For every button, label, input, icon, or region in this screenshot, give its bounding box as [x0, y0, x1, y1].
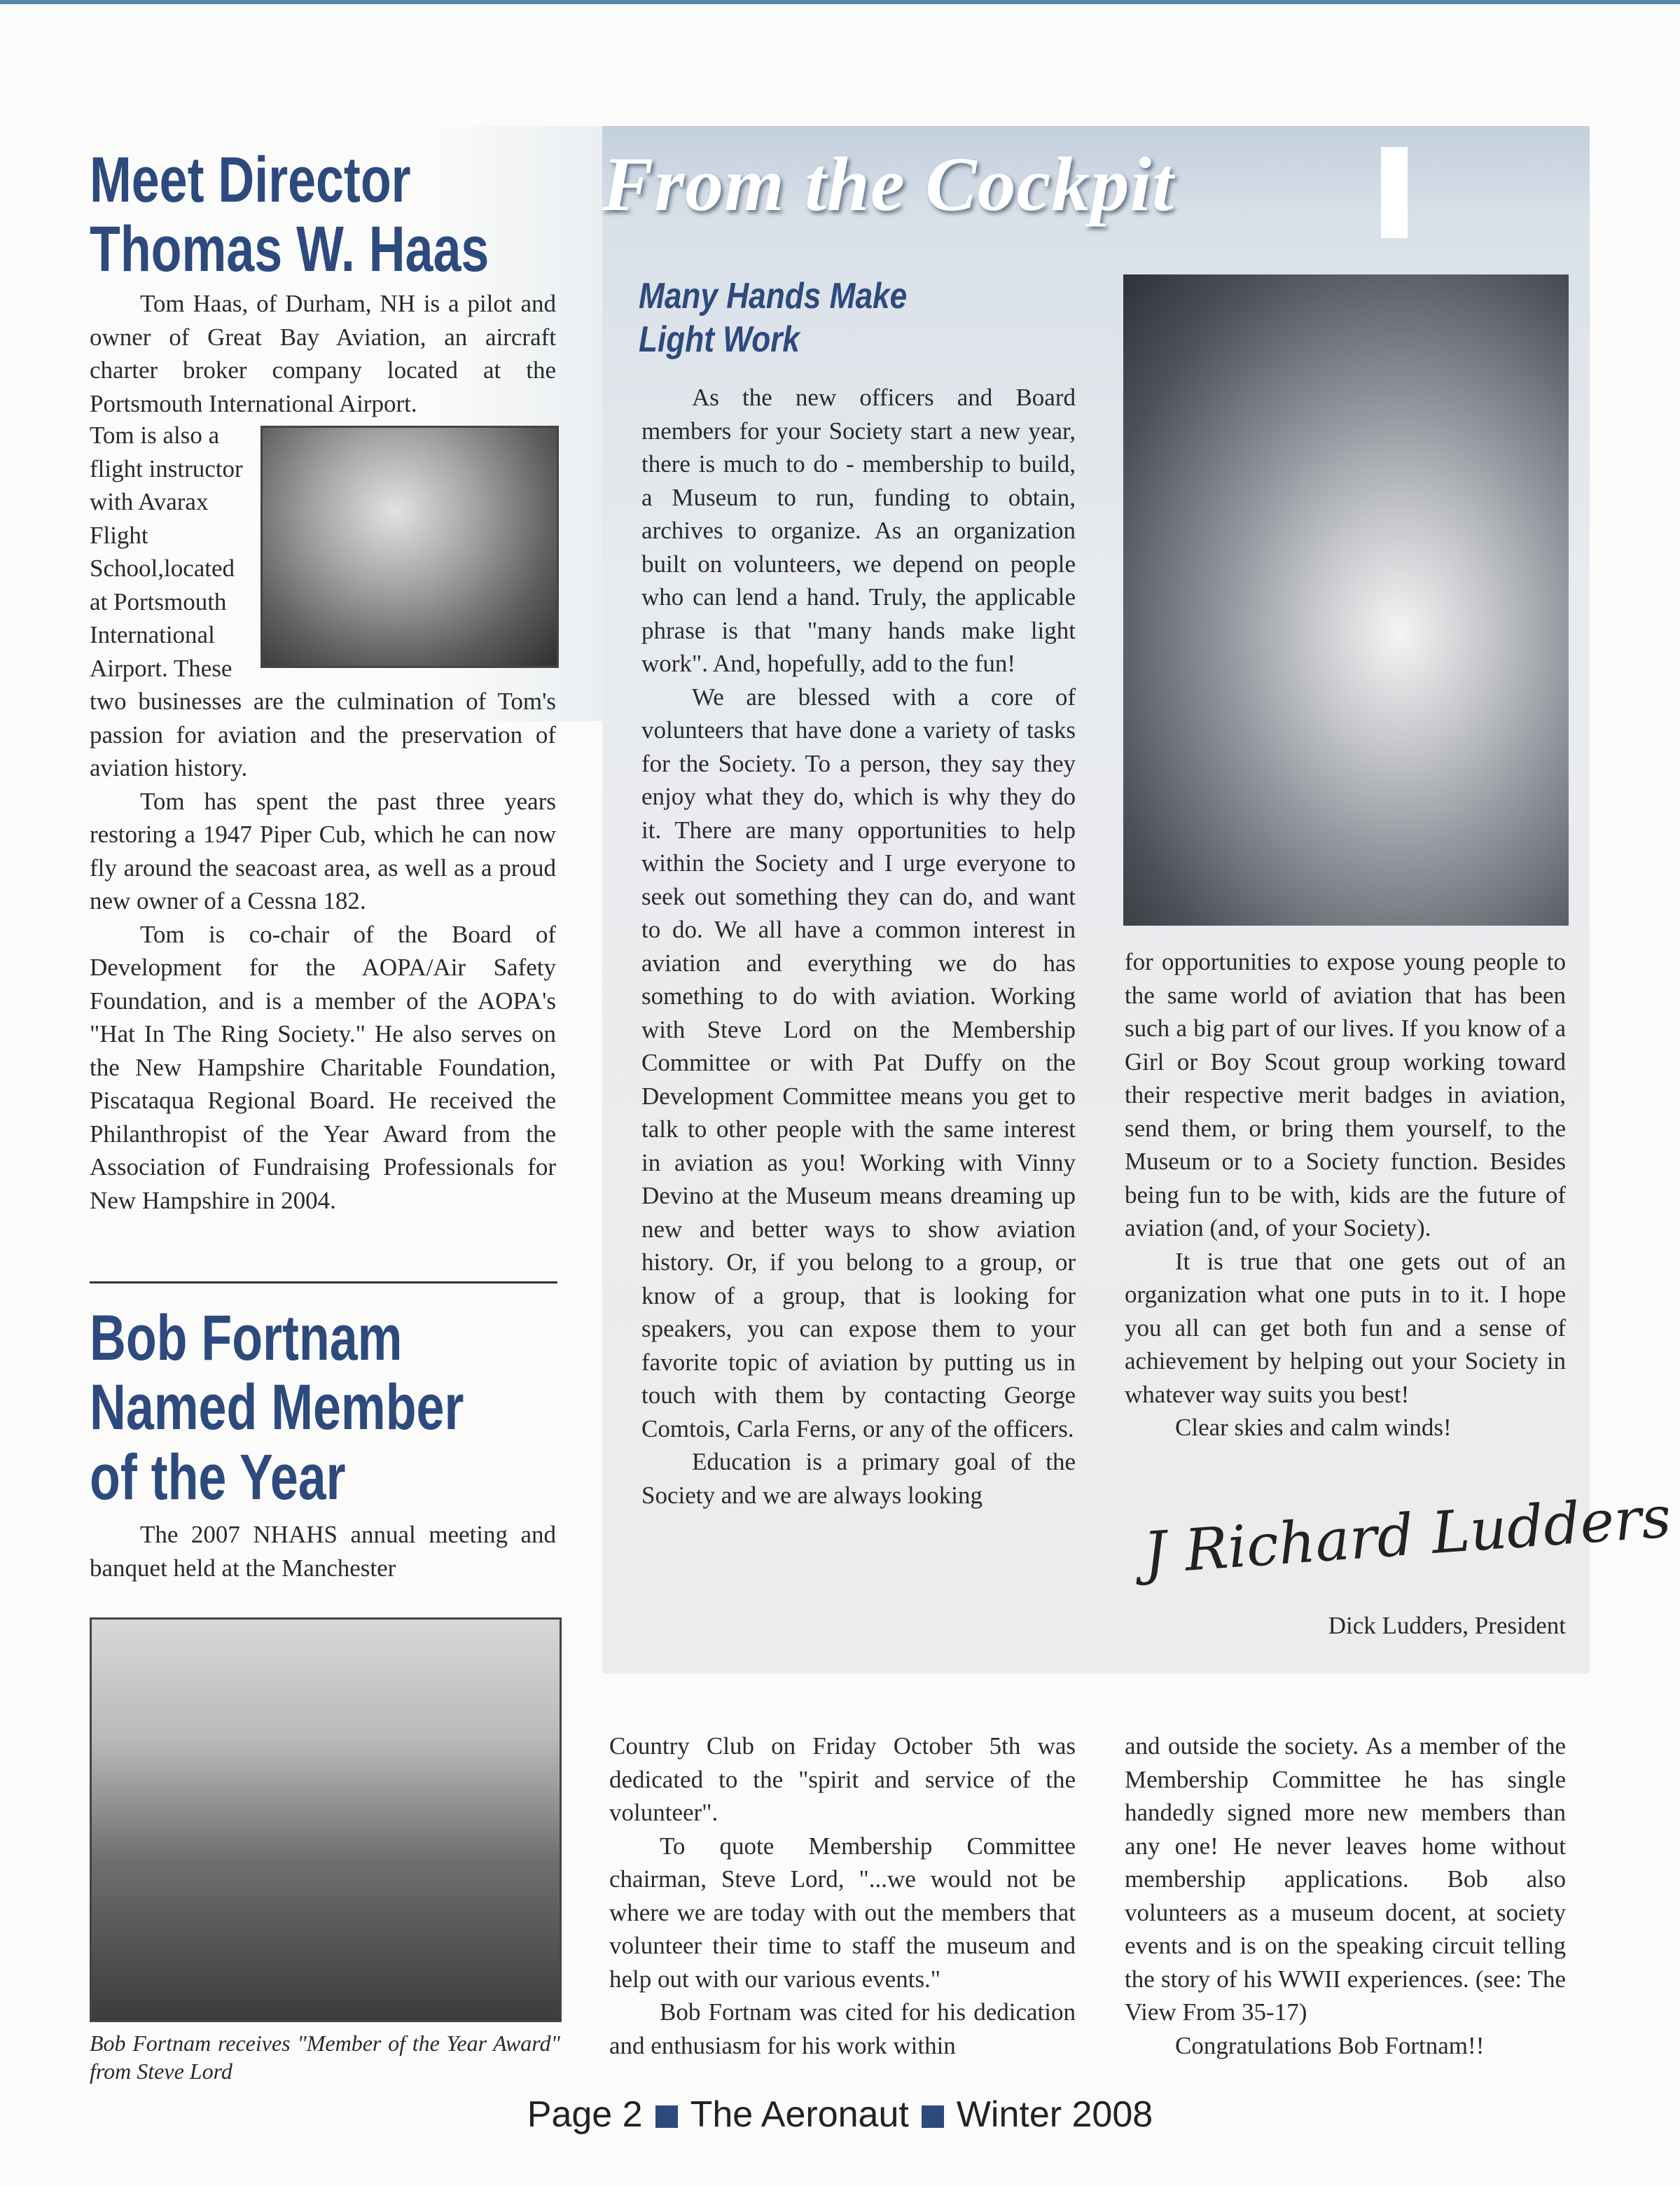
- page-footer: [0, 2094, 1680, 2136]
- fortnam-headline: [90, 1304, 464, 1512]
- banner-block: [1381, 147, 1408, 238]
- fortnam-headline-line3: of the Year: [90, 1441, 346, 1513]
- cockpit-photo: [1123, 274, 1569, 926]
- section-banner: [602, 140, 1513, 238]
- footer-square-icon: [655, 2105, 678, 2128]
- cockpit-subhead: [639, 274, 907, 362]
- banner-title: From the Cockpit: [602, 141, 1174, 227]
- cockpit-subhead-line1: Many Hands Make: [639, 276, 908, 316]
- haas-para1-top: Tom Haas, of Durham, NH is a pilot and owner of Great Bay Aviation, an aircraft charter broker company located at the Portsmouth International Airport.: [90, 290, 556, 417]
- fortnam-intro: The 2007 NHAHS annual meeting and banquet held at the Manchester: [90, 1521, 556, 1582]
- haas-photo: [261, 426, 559, 668]
- haas-headline-line2: Thomas W. Haas: [90, 214, 490, 286]
- fortnam-caption: Bob Fortnam receives "Member of the Year Award" from Steve Lord: [90, 2031, 560, 2084]
- president-signature: J Richard Ludders: [1141, 1484, 1674, 1587]
- cockpit-column-1: As the new officers and Board members for your Society start a new year, there is much to do - membership to build, a Museum to run, funding to obtain, archives to organize. As an organization built on volunteers, we depend on people who can lend a hand. Truly, the applicable phrase is that "many hands make light work". And, hopefully, add to the fun! We are blessed with a core of volunteers that have done a variety of tasks for the Society. To a person, they say they enjoy what they do, which is why they do it. There are many opportunities to help within the Society and I urge everyone to seek out something they can do, and want to do. We all have a common interest in aviation and everything we do has something to do with aviation. Working with Steve Lord on the Membership Committee or with Pat Duffy on the Development Committee means you get to talk to other people with the same interest in aviation as you! Working with Vinny Devino at the Museum means dreaming up new and better ways to show aviation history. Or, if you belong to a group, or know of a group, that is looking for speakers, you can expose them to your favorite topic of aviation by putting us in touch with them by contacting George Comtois, Carla Ferns, or any of the officers. Education is a primary goal of the Society and we are always looking: [641, 384, 1076, 1509]
- footer-page: Page 2: [527, 2094, 643, 2135]
- article-divider: [90, 1281, 557, 1283]
- haas-headline-line1: Meet Director: [90, 144, 411, 216]
- haas-body: two businesses are the culmination of Tom's passion for aviation and the preservation of aviation history. Tom has spent the past three years restoring a 1947 Piper Cub, which he can now fly around the seacoast area, as well as a proud new owner of a Cessna 182. Tom is co-chair of the Board of Development for the AOPA/Air Safety Foundation, and is a member of the AOPA's "Hat In The Ring Society." He also serves on the New Hampshire Charitable Foundation, Piscataqua Regional Board. He received the Philanthropist of the Year Award from the Association of Fundraising Professionals for New Hampshire in 2004.: [90, 688, 556, 1214]
- cockpit-column-2: for opportunities to expose young people to the same world of aviation that has been such a big part of our lives. If you know of a Girl or Boy Scout group working toward their respective merit badges in aviation, send them, or bring them yourself, to the Museum or to a Society function. Besides being fun to be with, kids are the future of aviation (and, of your Society). It is true that one gets out of an organization what one puts in to it. I hope you all can get both fun and a sense of achievement by helping out your Society in whatever way suits you best! Clear skies and calm winds!: [1125, 948, 1566, 1441]
- footer-issue: Winter 2008: [956, 2094, 1153, 2135]
- footer-square-icon: [922, 2105, 944, 2128]
- fortnam-headline-line2: Named Member: [90, 1372, 464, 1444]
- fortnam-right-column: and outside the society. As a member of the Membership Committee he has single handedly signed more new members than any one! He never leaves home without membership applications. Bob also volunteers as a museum docent, at society events and is on the speaking circuit telling the story of his WWII experiences. (see: The View From 35-17) Congratulations Bob Fortnam!!: [1125, 1732, 1566, 2059]
- footer-publication: The Aeronaut: [690, 2094, 909, 2135]
- fortnam-photo: [90, 1617, 562, 2022]
- fortnam-middle-column: Country Club on Friday October 5th was dedicated to the "spirit and service of the volunteer". To quote Membership Committee chairman, Steve Lord, "...we would not be where we are today with out the members that volunteer their time to staff the museum and help out with our various events." Bob Fortnam was cited for his dedication and enthusiasm for his work within: [609, 1732, 1076, 2059]
- haas-headline: [90, 146, 489, 285]
- cockpit-subhead-line2: Light Work: [639, 319, 800, 361]
- top-rule: [0, 0, 1680, 4]
- signoff: Dick Ludders, President: [1328, 1612, 1566, 1639]
- fortnam-headline-line1: Bob Fortnam: [90, 1302, 403, 1374]
- haas-para1-wrap: Tom is also a flight instructor with Avarax Flight School,located at Portsmouth International Airport. These: [90, 422, 243, 682]
